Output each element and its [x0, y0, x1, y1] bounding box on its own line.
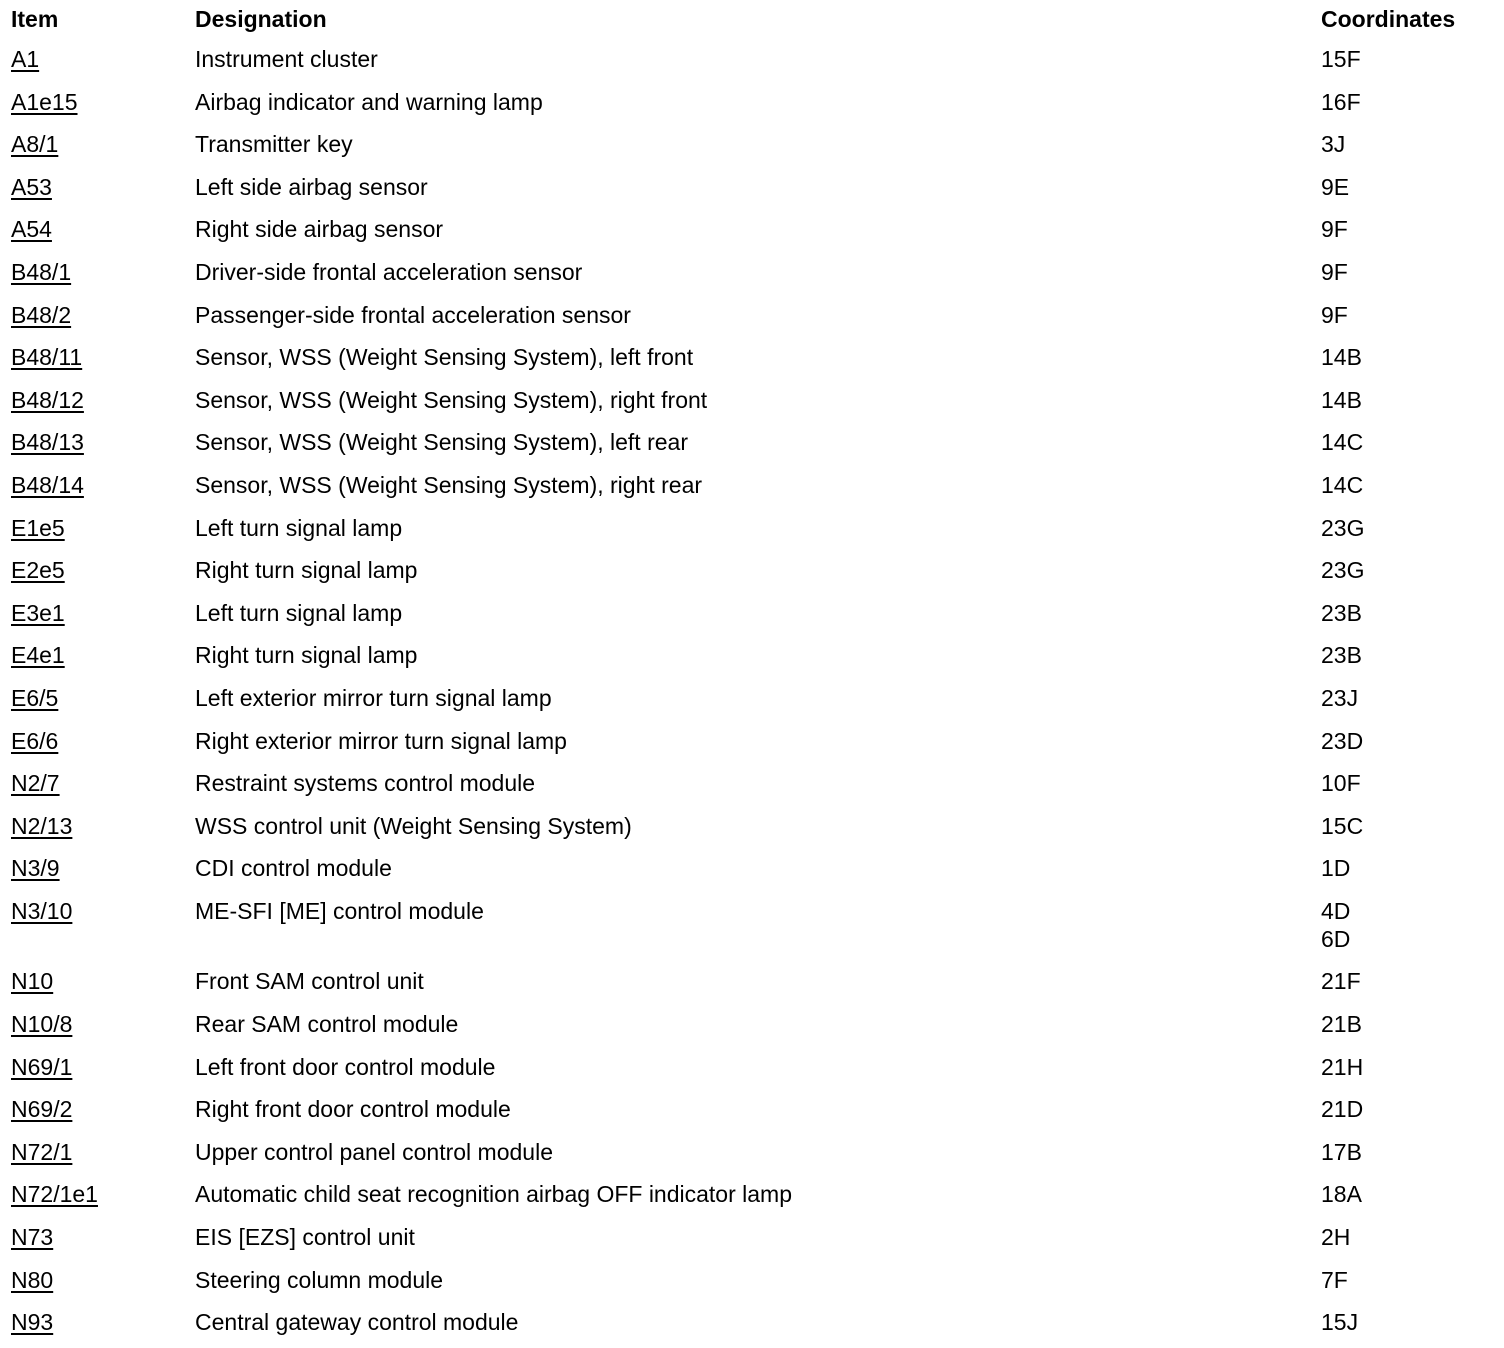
coordinate-value: 14C [1321, 471, 1364, 498]
item-cell [11, 507, 65, 549]
item-cell [11, 1131, 72, 1173]
coordinates-cell [1321, 592, 1362, 634]
coordinates-cell [1321, 720, 1363, 762]
coordinate-value: 23D [1321, 727, 1364, 754]
coordinate-value: 16F [1321, 88, 1361, 115]
item-cell [11, 847, 60, 889]
designation-cell: Rear SAM control module [195, 1011, 459, 1038]
table-row [0, 294, 1504, 337]
coordinates-cell [1321, 507, 1364, 549]
coordinate-value: 14B [1321, 386, 1362, 413]
coordinates-cell [1321, 208, 1348, 250]
table-row [0, 592, 1504, 635]
table-row [0, 720, 1504, 763]
designation-cell: Restraint systems control module [195, 770, 536, 797]
item-cell [11, 549, 65, 591]
item-link[interactable]: E3e1 [11, 599, 65, 626]
item-cell [11, 720, 58, 762]
item-cell [11, 634, 65, 676]
designation-cell: Instrument cluster [195, 46, 378, 72]
item-link[interactable]: N2/13 [11, 812, 73, 839]
item-cell [11, 81, 78, 123]
item-link[interactable]: A53 [11, 173, 52, 200]
coordinate-value: 23B [1321, 599, 1362, 626]
item-link[interactable]: N2/7 [11, 770, 60, 797]
item-cell [11, 208, 52, 250]
designation-cell: Passenger-side frontal acceleration sensor [195, 301, 631, 328]
item-link[interactable]: B48/2 [11, 301, 72, 328]
coordinate-value: 1D [1321, 855, 1351, 882]
coordinates-cell [1321, 38, 1361, 80]
coordinate-value: 9F [1321, 258, 1348, 285]
item-cell [11, 1003, 72, 1045]
item-cell [11, 421, 84, 463]
coordinate-value: 9F [1321, 216, 1348, 243]
table-row [0, 1088, 1504, 1131]
coordinates-cell [1321, 123, 1345, 165]
item-link[interactable]: E2e5 [11, 557, 65, 584]
item-cell [11, 1301, 53, 1343]
designation-cell: Right side airbag sensor [195, 216, 444, 243]
coordinate-value: 15F [1321, 46, 1361, 72]
item-link[interactable]: A54 [11, 216, 52, 243]
item-link[interactable]: N72/1e1 [11, 1181, 98, 1208]
item-link[interactable]: N69/1 [11, 1053, 73, 1080]
coordinate-value: 21B [1321, 1011, 1362, 1038]
table-row [0, 1216, 1504, 1259]
table-row [0, 464, 1504, 507]
item-cell [11, 1173, 98, 1215]
designation-cell: Left exterior mirror turn signal lamp [195, 684, 552, 711]
item-link[interactable]: A1 [11, 46, 40, 72]
item-cell [11, 336, 82, 378]
coordinates-cell [1321, 464, 1363, 506]
designation-cell: Left turn signal lamp [195, 514, 403, 541]
table-row [0, 1259, 1504, 1302]
coordinates-cell [1321, 960, 1361, 1002]
coordinate-value: 10F [1321, 770, 1361, 797]
coordinate-value: 9F [1321, 301, 1348, 328]
coordinate-value: 7F [1321, 1266, 1348, 1293]
table-row [0, 549, 1504, 592]
table-row [0, 634, 1504, 677]
coordinates-cell [1321, 1216, 1350, 1258]
table-row [0, 81, 1504, 124]
designation-cell: ME-SFI [ME] control module [195, 897, 484, 924]
table-row [0, 38, 1504, 81]
item-link[interactable]: N73 [11, 1224, 54, 1251]
table-body [0, 38, 1504, 1344]
item-cell [11, 464, 84, 506]
coordinates-cell [1321, 634, 1362, 676]
designation-cell: Sensor, WSS (Weight Sensing System), left front [195, 344, 694, 371]
designation-cell: Sensor, WSS (Weight Sensing System), right rear [195, 471, 703, 498]
coordinates-cell [1321, 379, 1362, 421]
item-link[interactable]: N93 [11, 1309, 54, 1336]
coordinates-cell [1321, 1003, 1362, 1045]
table-row [0, 960, 1504, 1003]
item-cell [11, 379, 84, 421]
designation-cell: Right turn signal lamp [195, 642, 418, 669]
table-row [0, 123, 1504, 166]
coordinates-cell [1321, 890, 1350, 953]
coordinates-cell [1321, 1088, 1363, 1130]
item-link[interactable]: N72/1 [11, 1138, 73, 1165]
item-link[interactable]: E6/5 [11, 684, 59, 711]
designation-cell: Automatic child seat recognition airbag OFF indicator lamp [195, 1181, 793, 1208]
item-link[interactable]: N3/9 [11, 855, 60, 882]
item-cell [11, 1216, 53, 1258]
coordinate-value: 23B [1321, 642, 1362, 669]
coordinate-value: 14B [1321, 344, 1362, 371]
coordinates-cell [1321, 166, 1349, 208]
coordinate-value: 14C [1321, 429, 1364, 456]
table-row [0, 1046, 1504, 1089]
item-link[interactable]: N10/8 [11, 1011, 73, 1038]
item-link[interactable]: B48/12 [11, 386, 84, 413]
coordinate-value: 23G [1321, 557, 1365, 584]
header-coordinates: Coordinates [1321, 6, 1456, 32]
table-row [0, 379, 1504, 422]
table-row [0, 251, 1504, 294]
coordinates-cell [1321, 81, 1361, 123]
item-link[interactable]: E6/6 [11, 727, 59, 754]
designation-cell: Central gateway control module [195, 1309, 519, 1336]
table-row [0, 421, 1504, 464]
designation-cell: CDI control module [195, 855, 392, 882]
item-link[interactable]: E4e1 [11, 642, 65, 669]
item-cell [11, 294, 71, 336]
coordinates-cell [1321, 805, 1363, 847]
item-link[interactable]: E1e5 [11, 514, 65, 541]
item-cell [11, 677, 58, 719]
item-link[interactable]: N69/2 [11, 1096, 73, 1123]
item-link[interactable]: N10 [11, 968, 54, 995]
table-row [0, 1173, 1504, 1216]
designation-cell: Airbag indicator and warning lamp [195, 88, 543, 115]
coordinate-value: 2H [1321, 1224, 1351, 1251]
designation-cell: Driver-side frontal acceleration sensor [195, 258, 583, 285]
coordinates-cell [1321, 1173, 1362, 1215]
item-cell [11, 1088, 72, 1130]
designation-cell: Left turn signal lamp [195, 599, 403, 626]
coordinate-value: 21F [1321, 968, 1361, 995]
coordinate-value: 23G [1321, 514, 1365, 541]
table-header [0, 0, 1504, 38]
item-cell [11, 166, 52, 208]
designation-cell: Sensor, WSS (Weight Sensing System), left rear [195, 429, 688, 456]
coordinate-value: 23J [1321, 684, 1359, 711]
designation-cell: Upper control panel control module [195, 1138, 553, 1165]
table-row [0, 1131, 1504, 1174]
coordinates-cell [1321, 677, 1358, 719]
designation-cell: Sensor, WSS (Weight Sensing System), right front [195, 386, 708, 413]
coordinate-value: 18A [1321, 1181, 1362, 1208]
coordinate-value: 21H [1321, 1053, 1364, 1080]
item-link[interactable]: B48/11 [11, 344, 83, 371]
coordinate-value: 15J [1321, 1309, 1359, 1336]
designation-cell: Transmitter key [195, 131, 353, 158]
item-cell [11, 805, 72, 847]
coordinates-cell [1321, 251, 1348, 293]
item-cell [11, 1259, 53, 1301]
item-link[interactable]: B48/1 [11, 258, 72, 285]
item-cell [11, 251, 71, 293]
table-row [0, 847, 1504, 890]
coordinates-cell [1321, 336, 1362, 378]
item-cell [11, 890, 72, 932]
coordinate-value: 9E [1321, 173, 1350, 200]
table-row [0, 1301, 1504, 1344]
coordinate-value: 15C [1321, 812, 1364, 839]
coordinates-cell [1321, 1259, 1348, 1301]
item-link[interactable]: A1e15 [11, 88, 78, 115]
item-link[interactable]: B48/14 [11, 471, 84, 498]
item-link[interactable]: A8/1 [11, 131, 59, 158]
header-designation: Designation [195, 6, 327, 32]
table-row [0, 762, 1504, 805]
table-row [0, 805, 1504, 848]
designation-cell: Steering column module [195, 1266, 444, 1293]
item-cell [11, 960, 53, 1002]
coordinate-value: 3J [1321, 131, 1346, 158]
coordinates-cell [1321, 847, 1350, 889]
designation-cell: WSS control unit (Weight Sensing System) [195, 812, 632, 839]
item-cell [11, 592, 65, 634]
table-row [0, 336, 1504, 379]
designation-cell: Right turn signal lamp [195, 557, 418, 584]
designation-cell: Left side airbag sensor [195, 173, 428, 200]
coordinate-value: 4D [1321, 897, 1351, 924]
coordinates-cell [1321, 294, 1348, 336]
coordinates-cell [1321, 1046, 1363, 1088]
coordinate-value: 17B [1321, 1138, 1362, 1165]
coordinates-cell [1321, 549, 1364, 591]
coordinates-cell [1321, 1301, 1358, 1343]
item-cell [11, 123, 58, 165]
header-item: Item [11, 6, 59, 32]
item-cell [11, 1046, 72, 1088]
designation-cell: Right exterior mirror turn signal lamp [195, 727, 567, 754]
item-link[interactable]: N3/10 [11, 897, 73, 924]
table-row [0, 890, 1504, 961]
table-row [0, 166, 1504, 209]
item-link[interactable]: N80 [11, 1266, 54, 1293]
item-cell [11, 38, 39, 80]
designation-cell: Front SAM control unit [195, 968, 424, 995]
item-cell [11, 762, 60, 804]
table-row [0, 677, 1504, 720]
designation-cell: EIS [EZS] control unit [195, 1224, 415, 1251]
coordinates-cell [1321, 762, 1361, 804]
table-row [0, 208, 1504, 251]
designation-cell: Right front door control module [195, 1096, 511, 1123]
coordinates-cell [1321, 1131, 1362, 1173]
designation-cell: Left front door control module [195, 1053, 496, 1080]
table-row [0, 1003, 1504, 1046]
coordinate-value: 6D [1321, 925, 1351, 952]
coordinate-value: 21D [1321, 1096, 1364, 1123]
table-row [0, 507, 1504, 550]
coordinates-cell [1321, 421, 1363, 463]
item-link[interactable]: B48/13 [11, 429, 84, 456]
